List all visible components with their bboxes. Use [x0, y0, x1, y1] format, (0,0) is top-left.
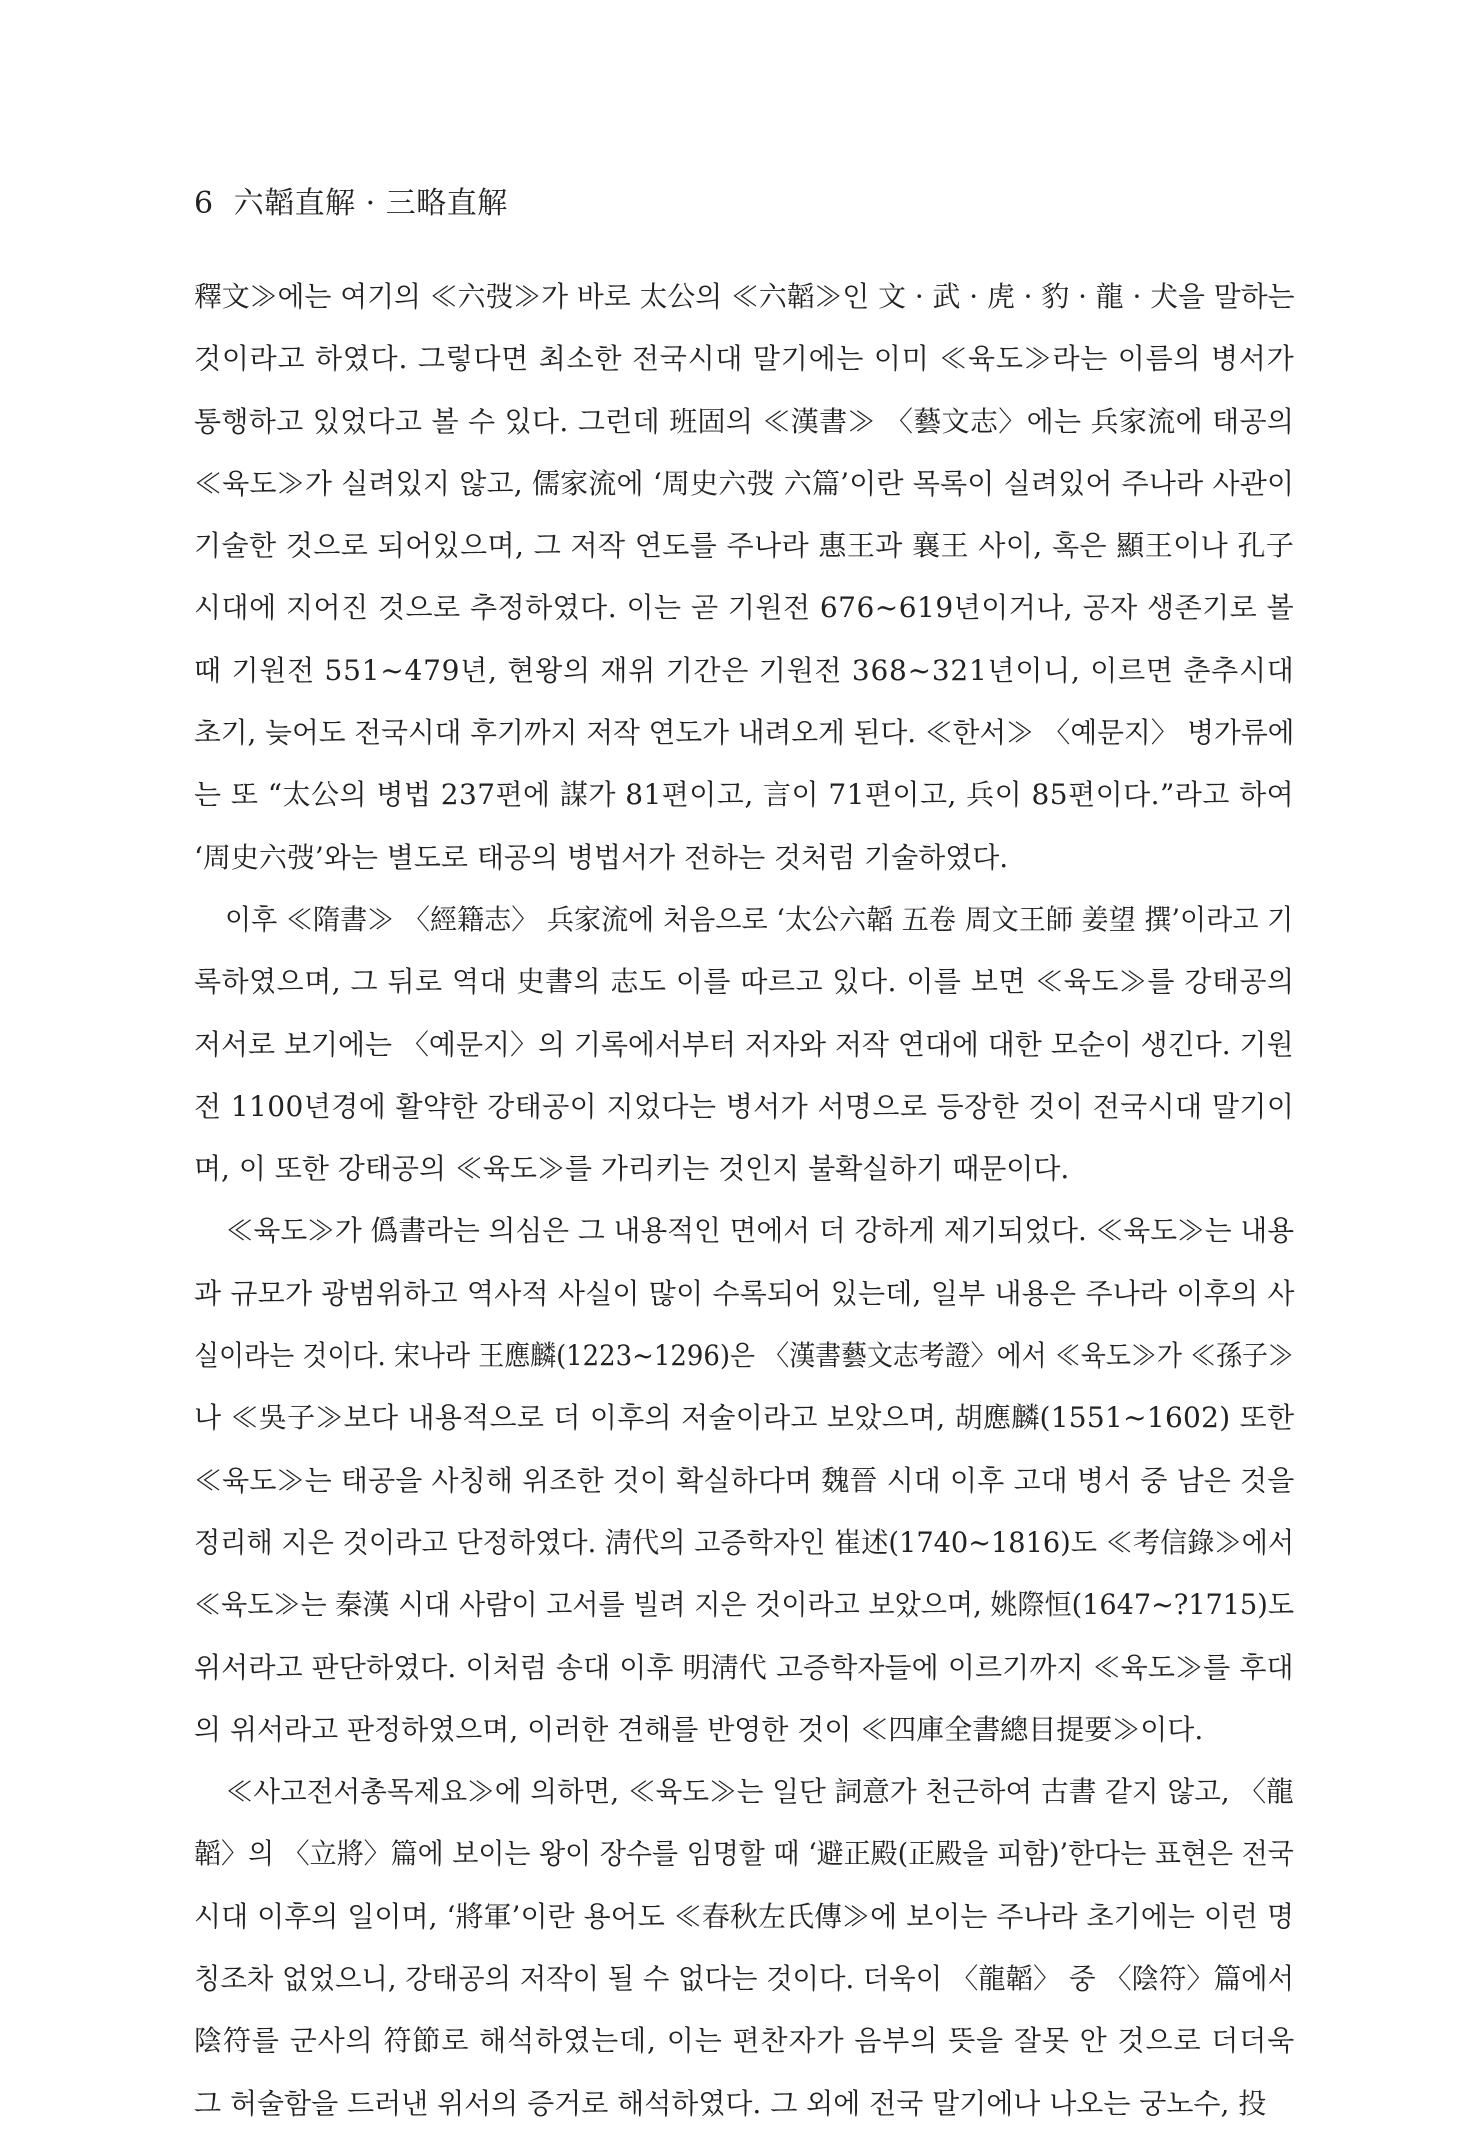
- text-line: 정리해 지은 것이라고 단정하였다. 淸代의 고증학자인 崔述(1740~1816)도 ≪考信錄≫에서: [194, 1525, 1295, 1559]
- text-line: 과 규모가 광범위하고 역사적 사실이 많이 수록되어 있는데, 일부 내용은 주나라 이후의 사: [194, 1276, 1295, 1310]
- text-line: 칭조차 없었으니, 강태공의 저작이 될 수 없다는 것이다. 더욱이 〈龍韜〉 중 〈陰符〉篇에서: [194, 1962, 1295, 1996]
- text-line: 韜〉의 〈立將〉篇에 보이는 왕이 장수를 임명할 때 ‘避正殿(正殿을 피함)’한다는 표현은 전국: [194, 1837, 1294, 1871]
- text-line: ≪육도≫가 실려있지 않고, 儒家流에 ‘周史六弢 六篇’이란 목록이 실려있어 주나라 사관이: [194, 466, 1295, 500]
- text-line: 것이라고 하였다. 그렇다면 최소한 전국시대 말기에는 이미 ≪육도≫라는 이름의 병서가: [194, 342, 1295, 376]
- text-line: 기술한 것으로 되어있으며, 그 저작 연도를 주나라 惠王과 襄王 사이, 혹은 顯王이나 孔子: [194, 529, 1295, 563]
- text-line: 시대 이후의 일이며, ‘將軍’이란 용어도 ≪春秋左氏傳≫에 보이는 주나라 초기에는 이런 명: [194, 1899, 1295, 1933]
- text-line: 며, 이 또한 강태공의 ≪육도≫를 가리키는 것인지 불확실하기 때문이다.: [194, 1152, 1070, 1186]
- text-line: 때 기원전 551~479년, 현왕의 재위 기간은 기원전 368~321년이니, 이르면 춘추시대: [194, 653, 1295, 687]
- text-line: 저서로 보기에는 〈예문지〉의 기록에서부터 저자와 저작 연대에 대한 모순이 생긴다. 기원: [194, 1027, 1294, 1061]
- text-line: 초기, 늦어도 전국시대 후기까지 저작 연도가 내려오게 된다. ≪한서≫ 〈예문지〉 병가류에: [194, 716, 1295, 750]
- page-number: 6: [194, 186, 214, 221]
- text-line: 의 위서라고 판정하였으며, 이러한 견해를 반영한 것이 ≪四庫全書總目提要≫이다.: [194, 1712, 1204, 1746]
- text-line: 이후 ≪隋書≫ 〈經籍志〉 兵家流에 처음으로 ‘太公六韜 五卷 周文王師 姜望 撰’이라고 기: [224, 902, 1294, 936]
- text-line: 전 1100년경에 활약한 강태공이 지었다는 병서가 서명으로 등장한 것이 전국시대 말기이: [194, 1089, 1295, 1123]
- text-line: 위서라고 판단하였다. 이처럼 송대 이후 明淸代 고증학자들에 이르기까지 ≪육도≫를 후대: [194, 1650, 1294, 1684]
- running-title: 六韜直解 · 三略直解: [233, 186, 508, 221]
- text-line: 그 허술함을 드러낸 위서의 증거로 해석하였다. 그 외에 전국 말기에나 나오는 궁노수, 投: [194, 2086, 1267, 2120]
- text-line: 록하였으며, 그 뒤로 역대 史書의 志도 이를 따르고 있다. 이를 보면 ≪육도≫를 강태공의: [194, 965, 1295, 999]
- body-text: [194, 266, 1294, 2135]
- text-line: 통행하고 있었다고 볼 수 있다. 그런데 班固의 ≪漢書≫ 〈藝文志〉에는 兵家流에 태공의: [194, 404, 1295, 438]
- text-line: 는 또 “太公의 병법 237편에 謀가 81편이고, 言이 71편이고, 兵이 85편이다.”라고 하여: [194, 778, 1295, 812]
- text-line: 시대에 지어진 것으로 추정하였다. 이는 곧 기원전 676~619년이거나, 공자 생존기로 볼: [194, 591, 1295, 625]
- text-line: ≪사고전서총목제요≫에 의하면, ≪육도≫는 일단 詞意가 천근하여 古書 같지 않고, 〈龍: [225, 1775, 1294, 1809]
- running-header: [194, 178, 508, 222]
- text-line: ≪육도≫는 秦漢 시대 사람이 고서를 빌려 지은 것이라고 보았으며, 姚際恒(1647~?1715)도: [194, 1588, 1294, 1622]
- text-line: ‘周史六弢’와는 별도로 태공의 병법서가 전하는 것처럼 기술하였다.: [194, 840, 1009, 874]
- text-line: 釋文≫에는 여기의 ≪六弢≫가 바로 太公의 ≪六韜≫인 文 · 武 · 虎 · 豹 · 龍 · 犬을 말하는: [194, 280, 1295, 313]
- text-line: ≪육도≫가 僞書라는 의심은 그 내용적인 면에서 더 강하게 제기되었다. ≪육도≫는 내용: [225, 1214, 1295, 1248]
- text-line: 실이라는 것이다. 宋나라 王應麟(1223~1296)은 〈漢書藝文志考證〉에서 ≪육도≫가 ≪孫子≫: [194, 1339, 1294, 1373]
- text-line: ≪육도≫는 태공을 사칭해 위조한 것이 확실하다며 魏晉 시대 이후 고대 병서 중 남은 것을: [194, 1463, 1295, 1497]
- text-line: 陰符를 군사의 符節로 해석하였는데, 이는 편찬자가 음부의 뜻을 잘못 안 것으로 더더욱: [194, 2024, 1296, 2058]
- text-line: 나 ≪吳子≫보다 내용적으로 더 이후의 저술이라고 보았으며, 胡應麟(1551~1602) 또한: [194, 1401, 1295, 1435]
